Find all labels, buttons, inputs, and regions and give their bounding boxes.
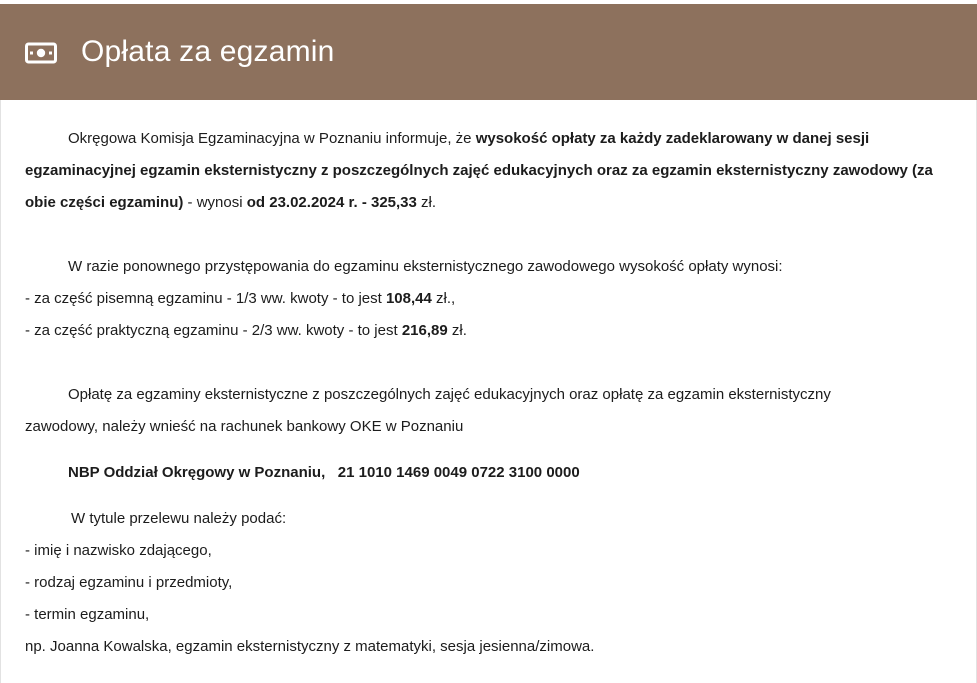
spacer [25, 219, 937, 251]
transfer-title-intro: W tytule przelewu należy podać: [71, 510, 287, 527]
banknote-icon [25, 42, 57, 64]
fee-intro-text: Okręgowa Komisja Egzaminacyjna w Poznaniu informuje, że [68, 130, 476, 147]
retake-practical-suffix: zł. [447, 322, 467, 339]
fee-amount: od 23.02.2024 r. - 325,33 [246, 194, 417, 211]
transfer-item: - termin egzaminu, [25, 606, 150, 623]
retake-practical-text: - za część praktyczną egzaminu - 2/3 ww. kwoty - to jest [25, 322, 402, 339]
bank-name: NBP Oddział Okręgowy w Poznaniu, [68, 464, 326, 481]
spacer [25, 443, 937, 457]
fee-paragraph-line2 [25, 155, 937, 187]
spacer [25, 489, 937, 503]
transfer-item: - rodzaj egzaminu i przedmioty, [25, 574, 233, 591]
fee-bold-text-2: egzaminacyjnej egzamin eksternistyczny z poszczególnych zajęć edukacyjnych oraz za egzamin eksternistyczny zawodowy (za [25, 162, 933, 179]
retake-practical-item [25, 315, 937, 347]
retake-intro: W razie ponownego przystępowania do egzaminu eksternistycznego zawodowego wysokość opłaty wynosi: [68, 258, 783, 275]
retake-written-item [25, 283, 937, 315]
retake-written-amount: 108,44 [385, 290, 432, 307]
spacer [25, 347, 937, 379]
fee-bold-text-1: wysokość opłaty za każdy zadeklarowany w danej sesji [475, 130, 870, 147]
transfer-example: np. Joanna Kowalska, egzamin eksternistyczny z matematyki, sesja jesienna/zimowa. [25, 638, 595, 655]
transfer-item: - imię i nazwisko zdającego, [25, 542, 212, 559]
payment-instruction-line1: Opłatę za egzaminy eksternistyczne z poszczególnych zajęć edukacyjnych oraz opłatę za egzamin eksternistyczny [68, 386, 831, 403]
fee-paragraph-line3 [25, 187, 937, 219]
payment-instruction-line2: zawodowy, należy wnieść na rachunek bankowy OKE w Poznaniu [25, 418, 464, 435]
bank-account-line [25, 457, 937, 489]
retake-written-text: - za część pisemną egzaminu - 1/3 ww. kwoty - to jest [25, 290, 386, 307]
retake-written-suffix: zł., [431, 290, 456, 307]
page-title: Opłata za egzamin [81, 35, 335, 68]
fee-paragraph-line1 [25, 123, 937, 155]
bank-account-number: 21 1010 1469 0049 0722 3100 0000 [337, 464, 580, 481]
fee-info-content [25, 123, 937, 663]
page-header [0, 4, 977, 100]
fee-bold-text-3: obie części egzaminu) [25, 194, 184, 211]
retake-practical-amount: 216,89 [401, 322, 448, 339]
fee-currency: zł. [416, 194, 437, 211]
fee-mid-text: - wynosi [183, 194, 247, 211]
